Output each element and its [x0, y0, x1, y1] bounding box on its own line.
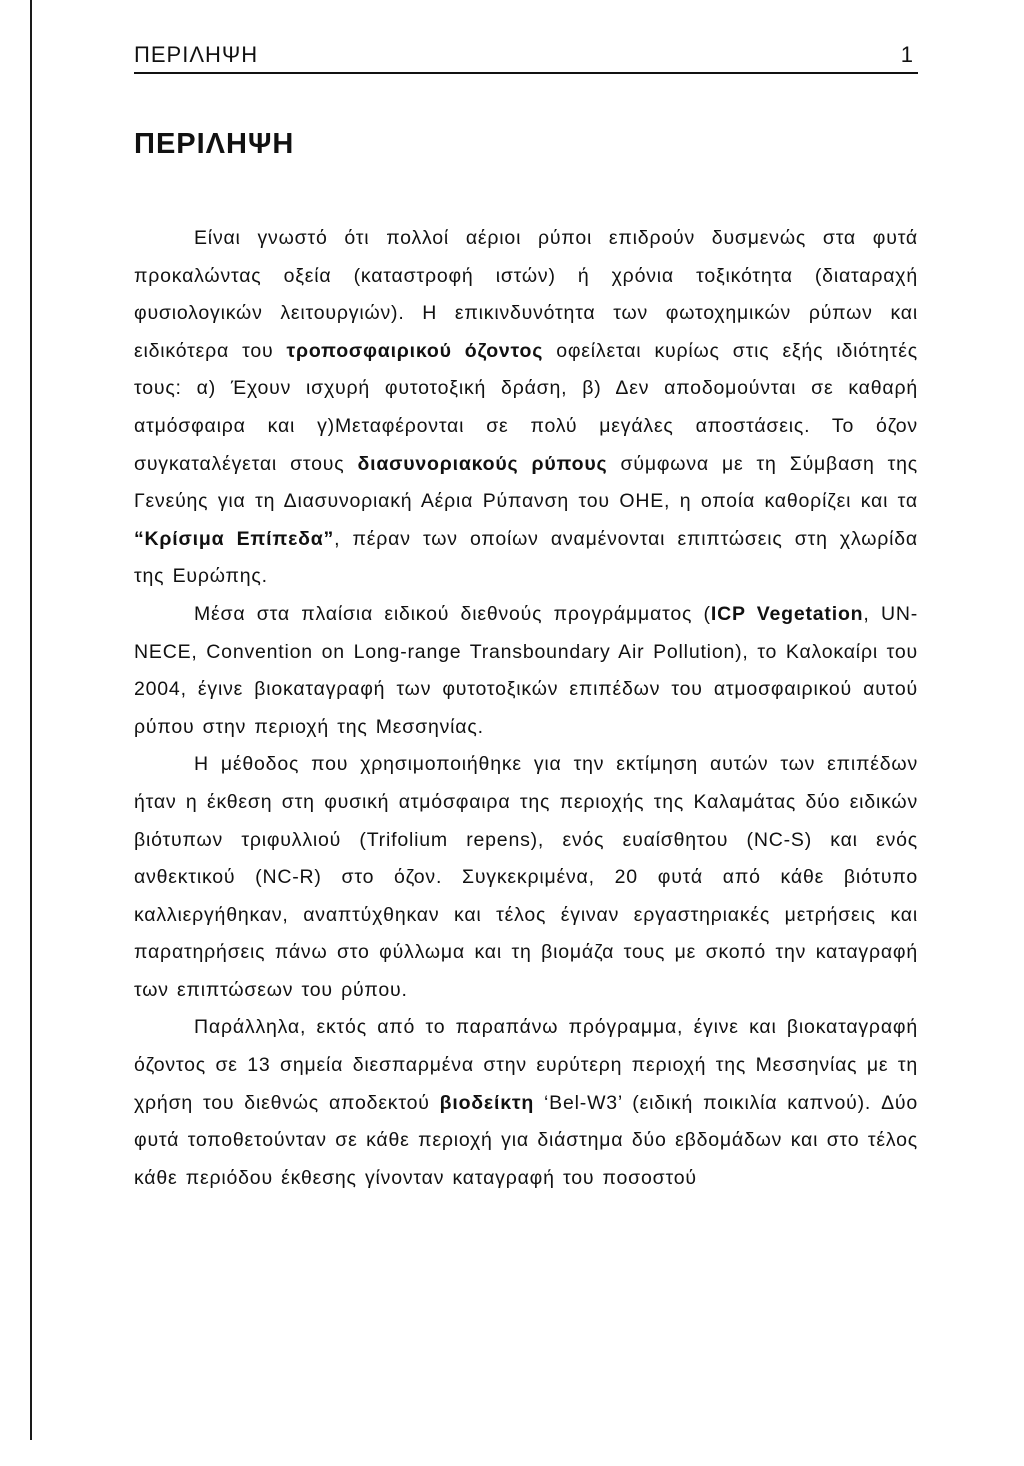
- page-number: 1: [900, 42, 914, 67]
- paragraph-4: [134, 1009, 918, 1197]
- paragraph-3: [134, 746, 918, 1009]
- paragraph-text: οφείλεται κυρίως στις εξής ιδιότητές τους: α) Έχουν ισχυρή φυτοτοξική δράση, β) Δεν αποδομούνται σε καθαρή ατμόσφαιρα και γ)Μεταφέρονται σε πολύ μεγάλες αποστάσεις. Το όζον συγκαταλέγεται στους: [134, 339, 918, 475]
- paragraph-text: Η μέθοδος που χρησιμοποιήθηκε για την εκτίμηση αυτών των επιπέδων ήταν η έκθεση στη φυσική ατμόσφαιρα της περιοχής της Καλαμάτας δύο ειδικών βιότυπων τριφυλλιού (Trifolium repens), ενός ευαίσθητου (NC-S) και ενός ανθεκτικού (NC-R) στο όζον. Συγκεκριμένα, 20 φυτά από κάθε βιότυπο καλλιεργήθηκαν, αναπτύχθηκαν και τέλος έγιναν εργαστηριακές μετρήσεις και παρατηρήσεις πάνω στο φύλλωμα και τη βιομάζα τους με σκοπό την καταγραφή των επιπτώσεων του ρύπου.: [134, 753, 918, 1001]
- paragraph-text: σύμφωνα με τη Σύμβαση της Γενεύης για τη Διασυνοριακή Αέρια Ρύπανση του ΟΗΕ, η οποία καθορίζει και τα: [134, 452, 919, 513]
- paragraph-1: [134, 220, 918, 596]
- paragraph-text: ‘Bel-W3’ (ειδική ποικιλία καπνού). Δύο φυτά τοποθετούνταν σε κάθε περιοχή για διάστημα δύο εβδομάδων και στο τέλος κάθε περιόδου έκθεσης γίνονταν καταγραφή του ποσοστού: [134, 1091, 919, 1189]
- section-title: ΠΕΡΙΛΗΨΗ: [134, 128, 295, 160]
- paragraph-text: , πέραν των οποίων αναμένονται επιπτώσεις στη χλωρίδα της Ευρώπης.: [134, 527, 918, 588]
- bold-term: διασυνοριακούς ρύπους: [357, 452, 608, 475]
- bold-term: τροποσφαιρικού όζοντος: [286, 339, 544, 362]
- bold-term: ICP Vegetation: [710, 602, 864, 625]
- paragraph-text: Παράλληλα, εκτός από το παραπάνω πρόγραμμα, έγινε και βιοκαταγραφή όζοντος σε 13 σημεία διεσπαρμένα στην ευρύτερη περιοχή της Μεσσηνίας με τη χρήση του διεθνώς αποδεκτού: [134, 1016, 918, 1114]
- page-header: [134, 38, 918, 74]
- bold-term: βιοδείκτη: [439, 1091, 535, 1114]
- paragraph-text: , UN-NECE, Convention on Long-range Transboundary Air Pollution), το Καλοκαίρι του 2004, έγινε βιοκαταγραφή των φυτοτοξικών επιπέδων του ατμοσφαιρικού αυτού ρύπου στην περιοχή της Μεσσηνίας.: [134, 602, 918, 738]
- bold-term: “Κρίσιμα Επίπεδα”: [134, 527, 335, 550]
- paragraph-2: [134, 596, 918, 746]
- paragraph-text: Είναι γνωστό ότι πολλοί αέριοι ρύποι επιδρούν δυσμενώς στα φυτά προκαλώντας οξεία (καταστροφή ιστών) ή χρόνια τοξικότητα (διαταραχή φυσιολογικών λειτουργιών). Η επικινδυνότητα των φωτοχημικών ρύπων και ειδικότερα του: [134, 227, 918, 362]
- running-title: ΠΕΡΙΛΗΨΗ: [134, 42, 259, 67]
- abstract-body: [134, 220, 918, 1197]
- margin-rule: [30, 0, 32, 1440]
- paragraph-text: Μέσα στα πλαίσια ειδικού διεθνούς προγράμματος (: [194, 602, 711, 625]
